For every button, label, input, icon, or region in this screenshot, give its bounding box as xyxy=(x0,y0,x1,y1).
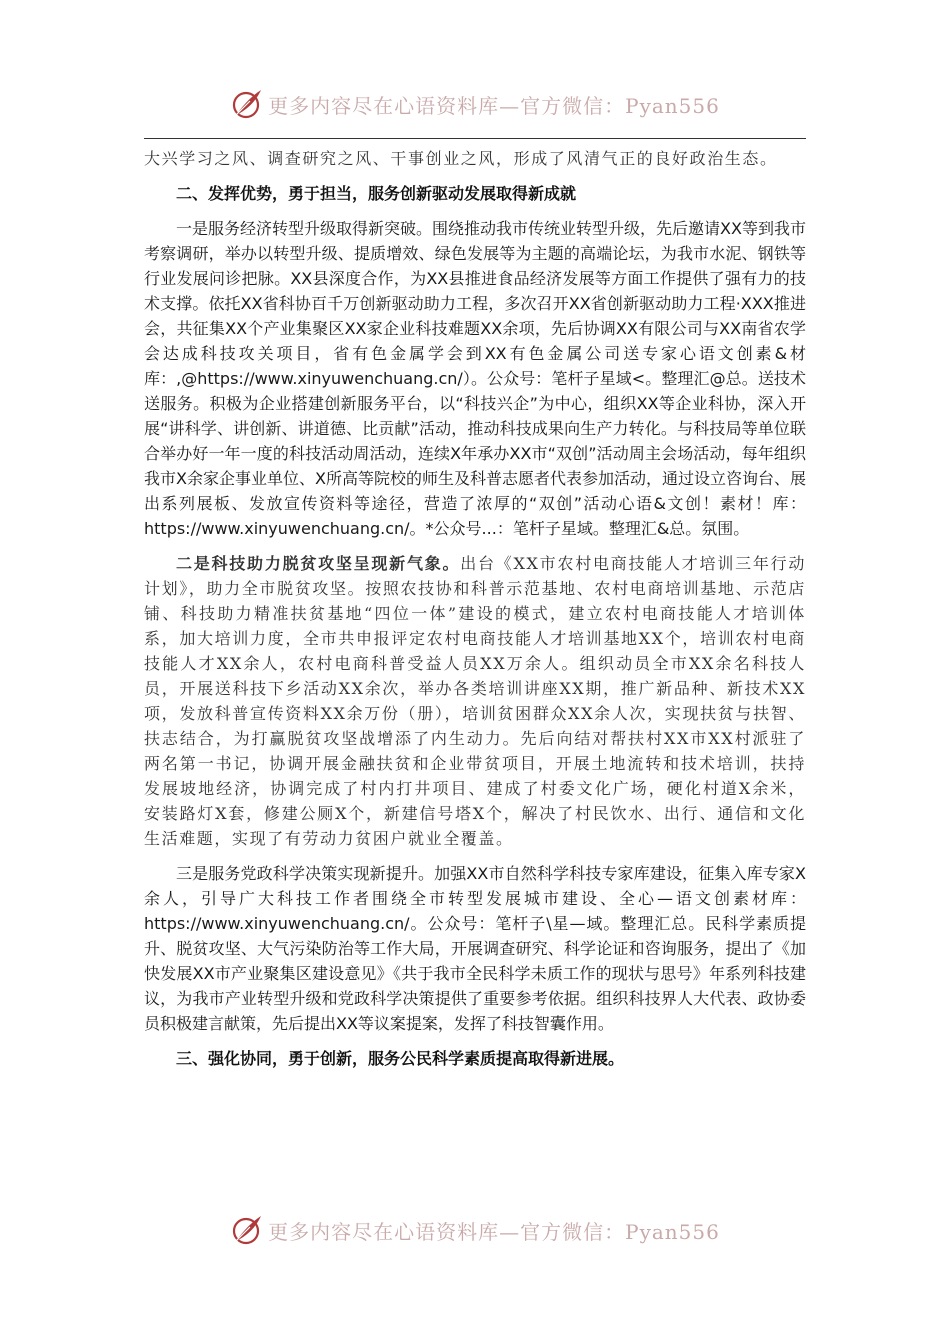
watermark-text: 更多内容尽在心语资料库—官方微信：Pyan556 xyxy=(268,93,720,118)
section-heading-2: 二、发挥优势，勇于担当，服务创新驱动发展取得新成就 xyxy=(176,184,577,203)
paragraph-lead: 二是科技助力脱贫攻坚呈现新气象。 xyxy=(176,554,461,573)
paragraph-body: 出台《XX市农村电商技能人才培训三年行动计划》，助力全市脱贫攻坚。按照农技协和科普示范基地、农村电商培训基地、示范店铺、科技助力精准扶贫基地“四位一体”建设的模式，建立农村电商技能人才培训体系，加大培训力度，全市共申报评定农村电商技能人才培训基地XX个，培训农村电商技能人才XX余人，农村电商科普受益人员XX万余人。组织动员全市XX余名科技人员，开展送科技下乡活动XX余次，举办各类培训讲座XX期，推广新品种、新技术XX项，发放科普宣传资料XX余万份（册），培训贫困群众XX余人次，实现扶贫与扶智、扶志结合，为打赢脱贫攻坚战增添了内生动力。先后向结对帮扶村XX市XX村派驻了两名第一书记，协调开展金融扶贫和企业带贫项目，开展土地流转和技术培训，扶持发展坡地经济，协调完成了村内打井项目、建成了村委文化广场，硬化村道X余米，安装路灯X套，修建公厕X个，新建信号塔X个，解决了村民饮水、出行、通信和文化生活难题，实现了有劳动力贫困户就业全覆盖。 xyxy=(144,554,806,848)
section-heading-3: 三、强化协同，勇于创新，服务公民科学素质提高取得新进展。 xyxy=(176,1049,625,1068)
watermark-banner-top xyxy=(0,86,950,122)
paragraph-poverty-alleviation xyxy=(144,551,806,851)
watermark-text: 更多内容尽在心语资料库—官方微信：Pyan556 xyxy=(268,1219,720,1244)
quill-logo-icon xyxy=(230,1213,264,1247)
paragraph-decision-support: 三是服务党政科学决策实现新提升。加强XX市自然科学科技专家库建设，征集入库专家X余人，引导广大科技工作者围绕全市转型发展城市建设、全心—语文创素材库：https://www.xinyuwenchuang.cn/。公众号：笔杆子\星—域。整理汇总。民科学素质提升、脱贫攻坚、大气污染防治等工作大局，开展调查研究、科学论证和咨询服务，提出了《加快发展XX市产业聚集区建设意见》《共于我市全民科学未质工作的现状与思号》年系列科技建议，为我市产业转型升级和党政科学决策提供了重要参考依据。组织科技界人大代表、政协委员积极建言献策，先后提出XX等议案提案，发挥了科技智囊作用。 xyxy=(144,864,806,1033)
document-body xyxy=(144,146,806,1081)
paragraph-economic-transformation: 一是服务经济转型升级取得新突破。围绕推动我市传统业转型升级，先后邀请XX等到我市考察调研，举办以转型升级、提质增效、绿色发展等为主题的高端论坛，为我市水泥、钢铁等行业发展问诊把脉。XX县深度合作，为XX县推进食品经济发展等方面工作提供了强有力的技术支撑。依托XX省科协百千万创新驱动助力工程，多次召开XX省创新驱动助力工程·XXX推进会，共征集XX个产业集聚区XX家企业科技难题XX余项，先后协调XX有限公司与XX南省农学会达成科技攻关项目，省有色金属学会到XX有色金属公司送专家心语文创素&材库：,@https://www.xinyuwenchuang.cn/）。公众号：笔杆子星域<。整理汇@总。送技术送服务。积极为企业搭建创新服务平台，以“科技兴企”为中心，组织XX等企业科协，深入开展“讲科学、讲创新、讲道德、比贡献”活动，推动科技成果向生产力转化。与科技局等单位联合举办好一年一度的科技活动周活动，连续X年承办XX市“双创”活动周主会场活动，每年组织我市X余家企事业单位、X所高等院校的师生及科普志愿者代表参加活动，通过设立咨询台、展出系列展板、发放宣传资料等途径，营造了浓厚的“双创”活动心语&文创！素材！库：https://www.xinyuwenchuang.cn/。*公众号...：笔杆子星域。整理汇&总。氛围。 xyxy=(144,219,806,538)
watermark-banner-bottom xyxy=(0,1212,950,1248)
quill-logo-icon xyxy=(230,87,264,121)
intro-paragraph-tail: 大兴学习之风、调查研究之风、干事创业之风，形成了风清气正的良好政治生态。 xyxy=(144,149,778,168)
header-divider xyxy=(144,138,806,139)
